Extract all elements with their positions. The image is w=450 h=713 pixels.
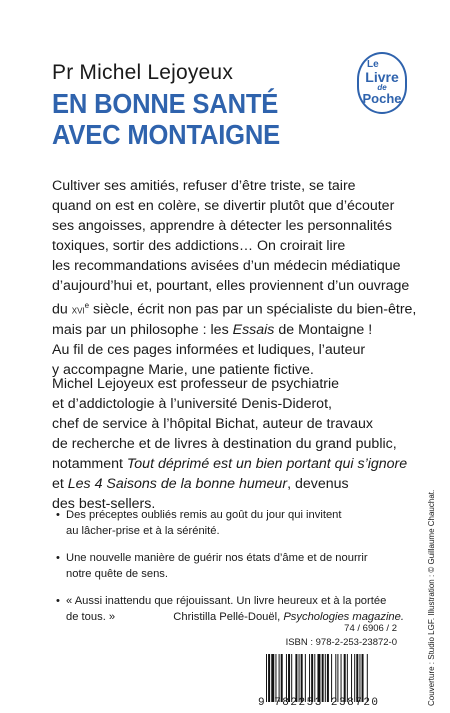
title-line-1: EN BONNE SANTÉ	[52, 88, 279, 119]
bullet-line: « Aussi inattendu que réjouissant. Un livre heureux et à la portée	[66, 595, 387, 607]
barcode-bar	[335, 654, 336, 702]
isbn: ISBN : 978-2-253-23872-0	[285, 637, 397, 648]
logo-livre: Livre	[365, 69, 399, 85]
barcode	[266, 654, 401, 702]
bullet-item	[56, 593, 404, 625]
barcode-bar	[337, 654, 338, 702]
barcode-bar	[268, 654, 270, 702]
bullet-line: de tous. »	[66, 611, 116, 623]
book-title-italic: Tout déprimé est un bien portant qui s’ignore	[126, 456, 408, 472]
cover-credits: Couverture : Studio LGF. Illustration : © Guillaume Chauchat.	[427, 489, 436, 706]
barcode-digits: 9 782253 238720	[258, 697, 380, 709]
barcode-bar	[367, 654, 368, 702]
barcode-bar	[325, 654, 326, 702]
book-title	[52, 88, 331, 150]
blurb-line	[52, 296, 417, 320]
barcode-bar	[266, 654, 267, 702]
barcode-bar	[344, 654, 346, 702]
bullet-line: au lâcher-prise et à la sérénité.	[66, 525, 220, 537]
bullet-dot: •	[56, 509, 60, 521]
bullet-dot: •	[56, 595, 60, 607]
book-title-essais: Essais	[232, 321, 275, 338]
bio-line: chef de service à l’hôpital Bichat, auteur de travaux	[52, 416, 373, 432]
attribution-name: Christilla Pellé-Douël,	[173, 611, 284, 623]
bullet-line: notre quête de sens.	[66, 568, 169, 580]
text-segment: notamment	[52, 456, 127, 472]
text-segment: , devenus	[287, 476, 349, 492]
text-segment: du	[52, 301, 72, 318]
blurb-line: Cultiver ses amitiés, refuser d’être triste, se taire	[52, 178, 356, 194]
blurb-line: Au fil de ces pages informées et ludiques, l’auteur	[52, 341, 366, 358]
bio-line: des best-sellers.	[52, 496, 156, 512]
logo-de: de	[377, 83, 387, 92]
reference-code: 74 / 6906 / 2	[344, 623, 397, 634]
book-codes	[286, 622, 397, 650]
barcode-bar	[347, 654, 348, 702]
barcode-bar	[275, 654, 276, 702]
barcode-bar	[286, 654, 287, 702]
bullet-item	[56, 507, 396, 539]
livre-de-poche-logo	[357, 52, 407, 114]
barcode-bar	[331, 654, 332, 702]
blurb-line: d’aujourd’hui et, pourtant, elles proviennent d’un ouvrage	[52, 278, 410, 294]
bullet-line: Des préceptes oubliés remis au goût du jour qui invitent	[66, 509, 342, 521]
bio-line: et d’addictologie à l’université Denis-Diderot,	[52, 396, 332, 412]
barcode-bar	[341, 654, 342, 702]
barcode-bar	[288, 654, 290, 702]
barcode-bar	[281, 654, 283, 702]
barcode-bar	[295, 654, 297, 702]
barcode-bar	[356, 654, 358, 702]
author-bio-paragraph	[52, 374, 412, 514]
book-title-italic: Les 4 Saisons de la bonne humeur	[67, 476, 288, 492]
barcode-bar	[301, 654, 303, 702]
barcode-bar	[359, 654, 360, 702]
barcode-bar	[351, 654, 352, 702]
logo-poche: Poche	[362, 91, 402, 106]
barcode-bar	[311, 654, 313, 702]
barcode-bar	[327, 654, 329, 702]
bio-line	[52, 454, 412, 474]
barcode-bar	[279, 654, 280, 702]
barcode-bar	[291, 654, 292, 702]
bio-line	[52, 474, 412, 494]
barcode-bar	[309, 654, 310, 702]
bullet-list	[56, 507, 404, 636]
blurb-line: quand on est en colère, se divertir plutôt que d’écouter	[52, 198, 395, 214]
century-numeral: xvi	[71, 302, 85, 317]
text-segment: siècle, écrit non pas par un spécialiste du bien-être,	[89, 301, 417, 318]
attribution-publication: Psychologies magazine.	[283, 611, 404, 623]
text-segment: mais par un philosophe : les	[52, 321, 233, 338]
barcode-bar	[305, 654, 306, 702]
barcode-bar	[314, 654, 315, 702]
blurb-line: toxiques, sortir des addictions… On croirait lire	[52, 238, 346, 254]
author-name: Pr Michel Lejoyeux	[52, 61, 234, 84]
blurb-line: les recommandations avisées d’un médecin médiatique	[52, 258, 401, 274]
bio-line: Michel Lejoyeux est professeur de psychiatrie	[52, 376, 340, 392]
text-segment: et	[52, 476, 68, 492]
barcode-bar	[299, 654, 300, 702]
bullet-item	[56, 550, 396, 582]
barcode-bar	[362, 654, 364, 702]
bio-line: de recherche et de livres à destination du grand public,	[52, 436, 397, 452]
blurb-line: y accompagne Marie, une patiente fictive.	[52, 361, 314, 378]
barcode-bar	[317, 654, 320, 702]
title-line-2: AVEC MONTAIGNE	[52, 119, 281, 150]
century-superscript: e	[84, 301, 90, 310]
text-segment: de Montaigne !	[274, 321, 373, 338]
blurb-line: ses angoisses, apprendre à détecter les personnalités	[52, 218, 392, 234]
bullet-line: Une nouvelle manière de guérir nos états d’âme et de nourrir	[66, 552, 368, 564]
barcode-bar	[322, 654, 324, 702]
barcode-bar	[271, 654, 274, 702]
blurb-line	[52, 320, 412, 340]
barcode-bar	[354, 654, 355, 702]
blurb-paragraph-1	[52, 176, 417, 380]
logo-le: Le	[367, 59, 379, 70]
bullet-dot: •	[56, 552, 60, 564]
